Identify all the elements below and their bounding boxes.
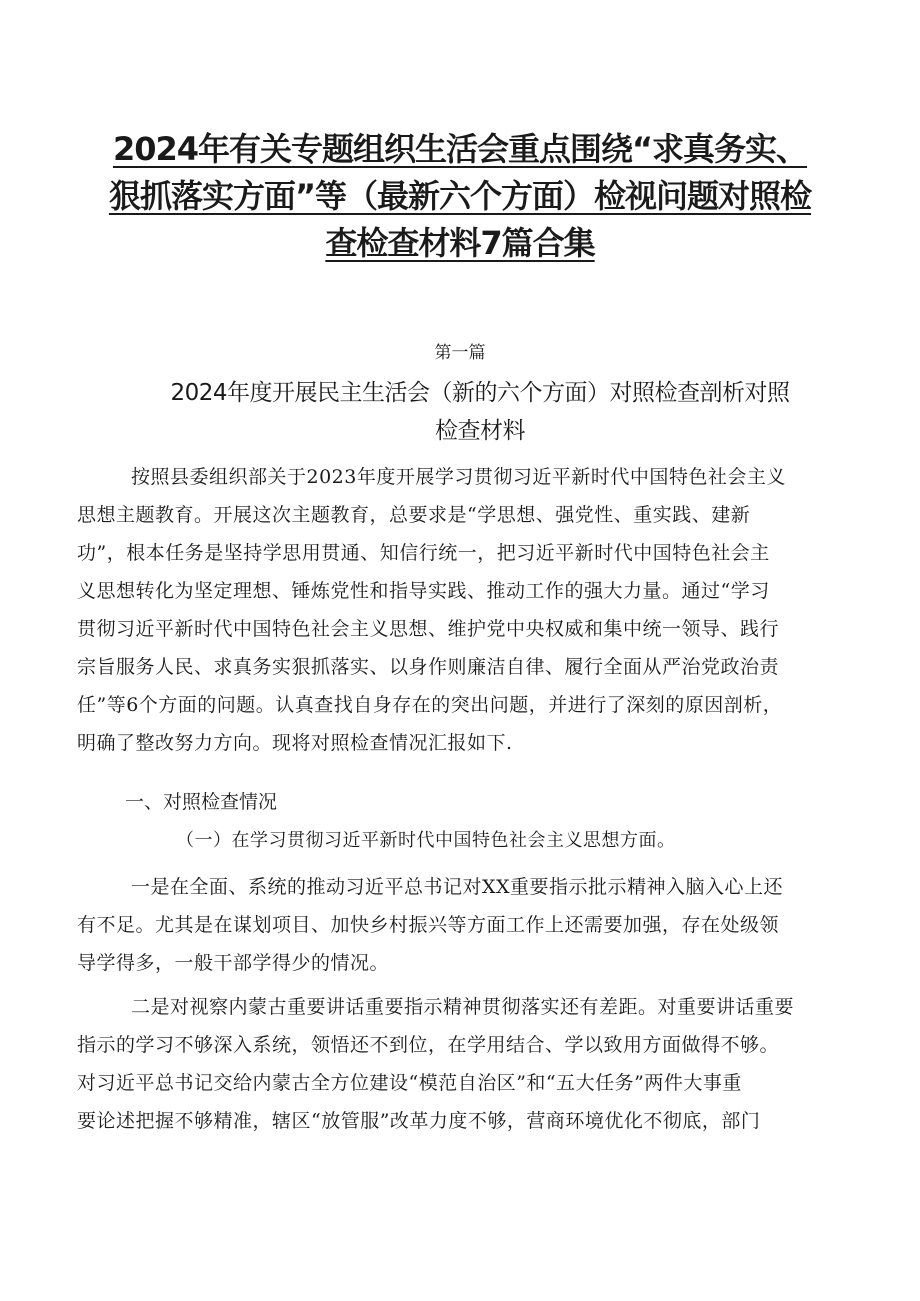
paragraph-line: 指示的学习不够深入系统，领悟还不到位，在学用结合、学以致用方面做得不够。 — [77, 1034, 780, 1056]
chapter-label: 第一篇 — [434, 343, 486, 363]
paragraph-line: 宗旨服务人民、求真务实狠抓落实、以身作则廉洁自律、履行全面从严治党政治责 — [77, 656, 780, 678]
chapter-title — [70, 374, 890, 450]
paragraph-line: 明确了整改努力方向。现将对照检查情况汇报如下. — [77, 732, 513, 754]
paragraph-line: 对习近平总书记交给内蒙古全方位建设“模范自治区”和“五大任务”两件大事重 — [77, 1072, 742, 1094]
title-line: 2024年有关专题组织生活会重点围绕“求真务实、 — [112, 130, 808, 168]
document-title — [60, 126, 860, 267]
point-two-paragraph — [77, 988, 867, 1140]
paragraph-line: 功”，根本任务是坚持学思用贯通、知信行统一，把习近平新时代中国特色社会主 — [77, 542, 770, 564]
paragraph-line: 要论述把握不够精准，辖区“放管服”改革力度不够，营商环境优化不彻底，部门 — [77, 1110, 761, 1132]
paragraph-line: 义思想转化为坚定理想、锤炼党性和指导实践、推动工作的强大力量。通过“学习 — [77, 580, 770, 602]
paragraph-line: 按照县委组织部关于2023年度开展学习贯彻习近平新时代中国特色社会主义 — [131, 466, 786, 488]
title-line: 查检查材料7篇合集 — [325, 224, 595, 262]
paragraph-line: 导学得多，一般干部学得少的情况。 — [77, 952, 390, 974]
paragraph-line: 二是对视察内蒙古重要讲话重要指示精神贯彻落实还有差距。对重要讲话重要 — [131, 996, 795, 1018]
paragraph-line: 任”等6个方面的问题。认真查找自身存在的突出问题，并进行了深刻的原因剖析， — [77, 694, 783, 716]
chapter-title-line: 2024年度开展民主生活会（新的六个方面）对照检查剖析对照 — [170, 380, 790, 406]
intro-paragraph — [77, 458, 867, 762]
chapter-title-line: 检查材料 — [435, 418, 525, 444]
paragraph-line: 有不足。尤其是在谋划项目、加快乡村振兴等方面工作上还需要加强，存在处级领 — [77, 914, 780, 936]
title-line: 狠抓落实方面”等（最新六个方面）检视问题对照检 — [108, 177, 812, 215]
paragraph-line: 思想主题教育。开展这次主题教育，总要求是“学思想、强党性、重实践、建新 — [77, 504, 751, 526]
section-heading: 一、对照检查情况 — [125, 791, 278, 813]
paragraph-line: 贯彻习近平新时代中国特色社会主义思想、维护党中央权威和集中统一领导、践行 — [77, 618, 780, 640]
paragraph-line: 一是在全面、系统的推动习近平总书记对XX重要指示批示精神入脑入心上还 — [131, 876, 784, 898]
subsection-heading: （一）在学习贯彻习近平新时代中国特色社会主义思想方面。 — [176, 830, 676, 851]
point-one-paragraph — [77, 868, 867, 982]
